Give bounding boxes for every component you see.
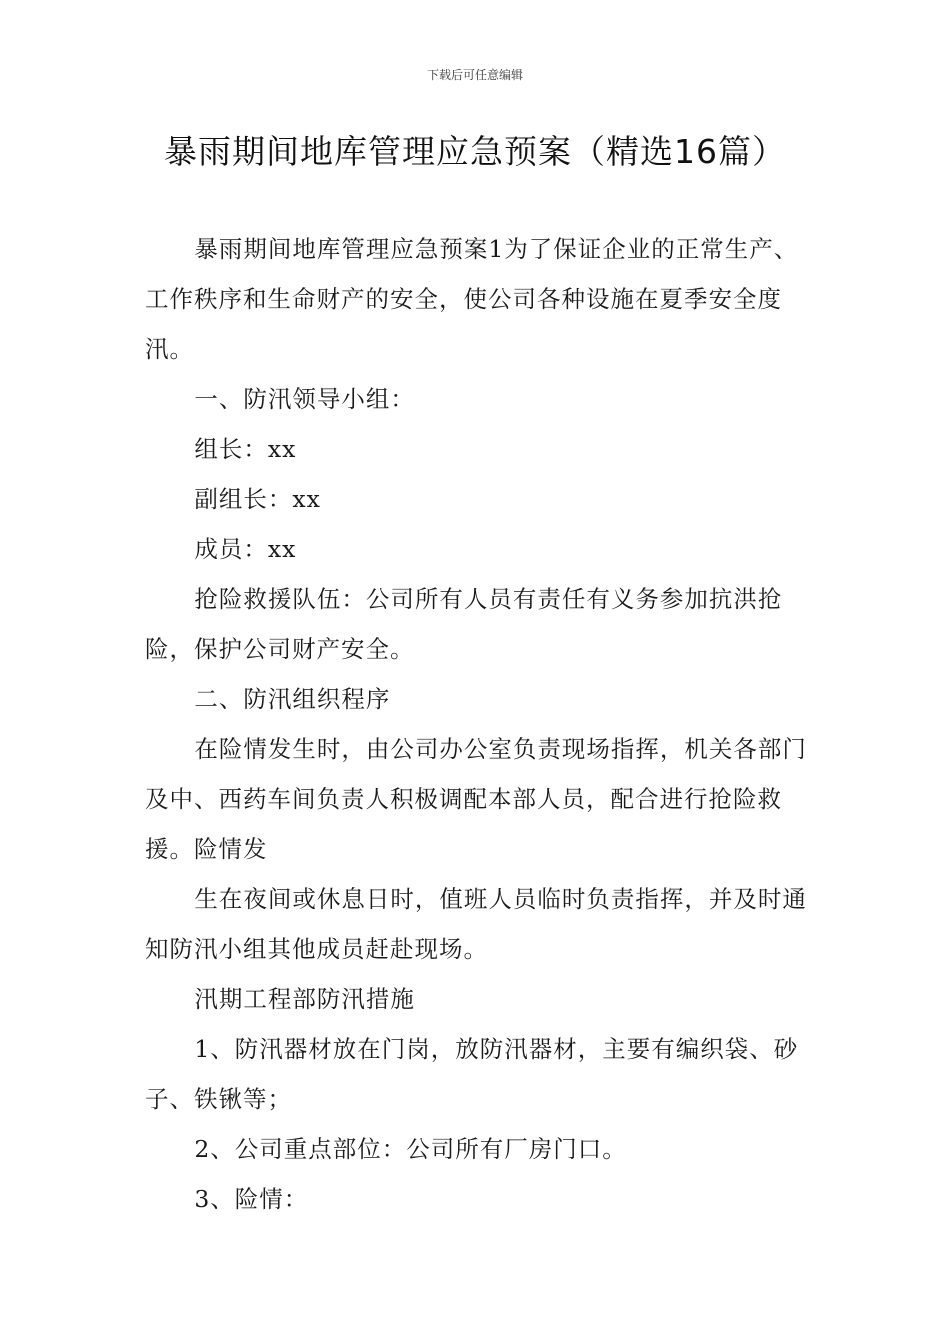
paragraph-intro: 暴雨期间地库管理应急预案1为了保证企业的正常生产、工作秩序和生命财产的安全，使公司各种设施在夏季安全度汛。 [145,235,799,363]
paragraph-section-2-heading: 二、防汛组织程序 [194,685,391,713]
paragraph-measure-3: 3、险情： [194,1185,309,1213]
paragraph-procedure: 在险情发生时，由公司办公室负责现场指挥，机关各部门及中、西药车间负责人积极调配本部人员，配合进行抢险救援。险情发 [145,735,807,863]
paragraph-measure-2: 2、公司重点部位：公司所有厂房门口。 [194,1135,627,1163]
paragraph-deputy-leader: 副组长：xx [194,485,321,513]
paragraph-procedure-night: 生在夜间或休息日时，值班人员临时负责指挥，并及时通知防汛小组其他成员赶赴现场。 [145,885,807,963]
paragraph-section-1-heading: 一、防汛领导小组： [194,385,415,413]
header-note: 下载后可任意编辑 [426,68,523,82]
document-body [145,224,810,1224]
document-title: 暴雨期间地库管理应急预案（精选16篇） [164,132,786,171]
paragraph-measures-heading: 汛期工程部防汛措施 [194,985,415,1013]
paragraph-measure-1: 1、防汛器材放在门岗，放防汛器材，主要有编织袋、砂子、铁锹等； [145,1035,799,1113]
paragraph-leader: 组长：xx [194,435,297,463]
paragraph-members: 成员：xx [194,535,297,563]
paragraph-rescue-team: 抢险救援队伍：公司所有人员有责任有义务参加抗洪抢险，保护公司财产安全。 [145,585,783,663]
